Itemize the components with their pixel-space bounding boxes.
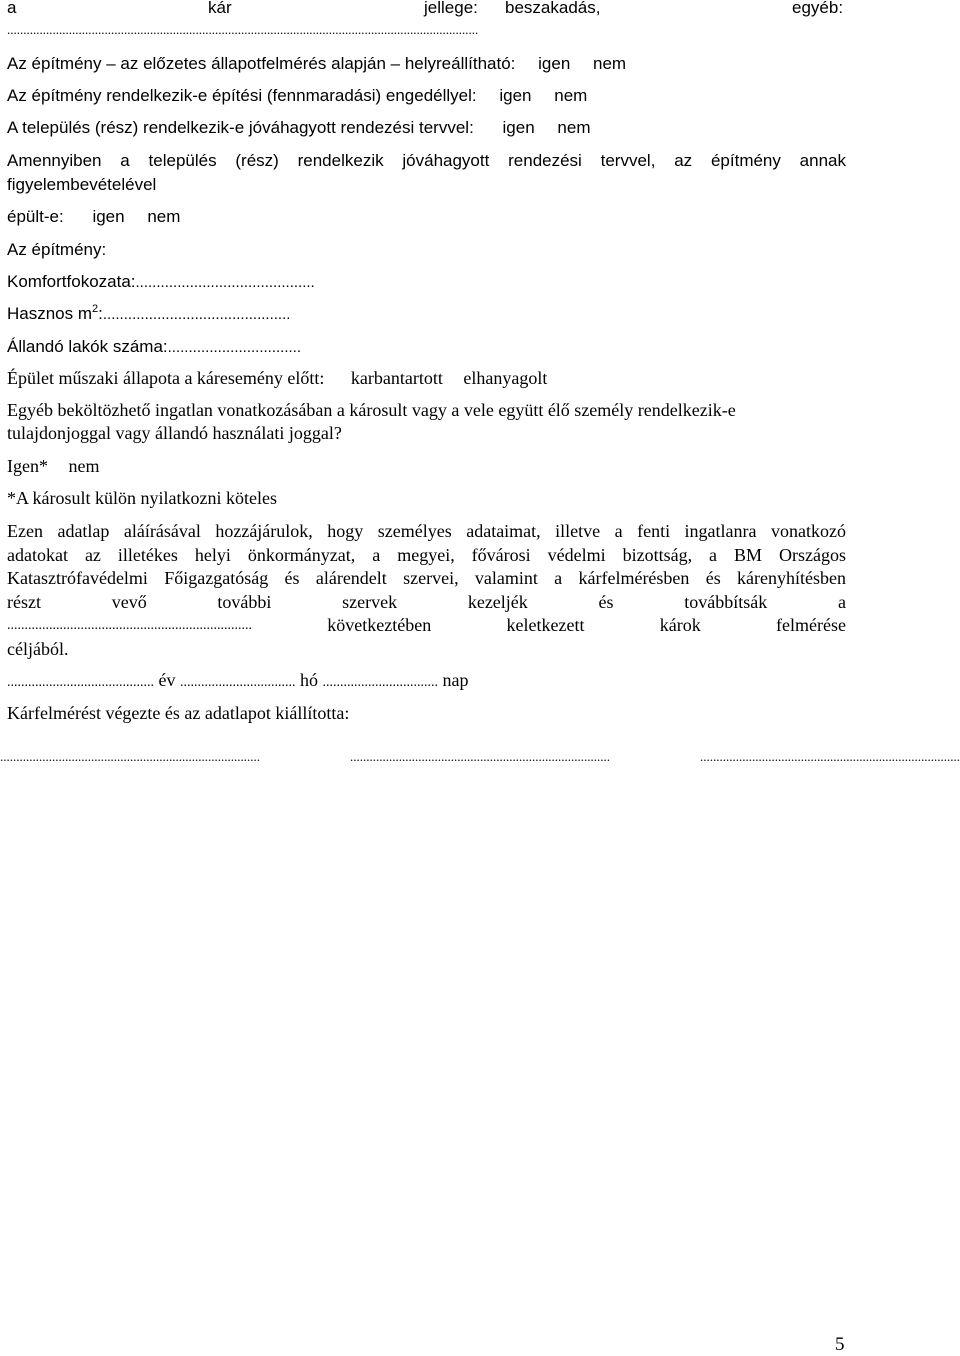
consent-line-2: adatokat az illetékes helyi önkormányzat, a megyei, fővárosi védelmi bizottság, a BM Országos bbox=[7, 544, 846, 565]
field-label: Hasznos m bbox=[7, 304, 93, 323]
field-allando-lakok bbox=[7, 335, 301, 359]
consent-word: a bbox=[837, 591, 846, 612]
field-komfortfokozat bbox=[7, 270, 315, 294]
consent-line-6: céljából. bbox=[7, 638, 69, 659]
consent-line-5 bbox=[7, 614, 846, 638]
consent-word: keletkezett bbox=[506, 615, 585, 635]
question-igen-nem bbox=[7, 455, 99, 478]
field-colon: : bbox=[98, 304, 103, 323]
signature-lines bbox=[0, 745, 960, 768]
year-fill-dots[interactable]: .......................................... bbox=[7, 675, 154, 690]
consent-word: és bbox=[598, 591, 614, 612]
option-karbantartott[interactable]: karbantartott bbox=[350, 368, 443, 388]
option-yes[interactable]: igen bbox=[92, 207, 125, 226]
footnote: *A károsult külön nyilatkozni köteles bbox=[7, 488, 277, 508]
consent-line-1: Ezen adatlap aláírásával hozzájárulok, hogy személyes adataimat, illetve a fenti ingatlanra vonatkozó bbox=[7, 521, 846, 541]
field-fill-dots[interactable]: ................................ bbox=[167, 339, 301, 356]
option-yes[interactable]: Igen* bbox=[7, 456, 48, 476]
question-egyeb-ingatlan-line-1: Egyéb beköltözhető ingatlan vonatkozásában a károsult vagy a vele együtt élő személy rendelkezik-e bbox=[7, 400, 736, 420]
consent-word: következtében bbox=[327, 615, 432, 635]
question-egyeb-ingatlan-line-2: tulajdonjoggal vagy állandó használati joggal? bbox=[7, 423, 342, 443]
superscript-2: 2 bbox=[92, 303, 99, 315]
option-egyeb: egyéb: bbox=[792, 0, 844, 17]
consent-word: szervek bbox=[342, 591, 398, 612]
field-fill-dots[interactable]: ........................................... bbox=[135, 274, 315, 291]
field-fill-dots[interactable]: ............................................. bbox=[102, 306, 291, 323]
option-no[interactable]: nem bbox=[147, 207, 181, 226]
consent-line-3: Katasztrófavédelmi Főigazgatóság és alárendelt szervei, valamint a kárfelmérésben és kárenyhítésben bbox=[7, 568, 846, 588]
option-yes[interactable]: igen bbox=[499, 86, 532, 105]
consent-paragraph bbox=[7, 520, 846, 661]
consent-line-4 bbox=[7, 591, 846, 615]
signature-line-3[interactable]: ................................................................................ bbox=[700, 749, 960, 764]
consent-word: felmérése bbox=[776, 615, 846, 635]
question-label: Épület műszaki állapota a káresemény előtt: bbox=[7, 368, 325, 388]
option-elhanyagolt[interactable]: elhanyagolt bbox=[463, 368, 548, 388]
question-line-2: figyelembevételével bbox=[7, 174, 157, 194]
day-fill-dots[interactable]: ................................. bbox=[322, 675, 438, 690]
label-nap: nap bbox=[442, 670, 469, 690]
question-engedely bbox=[7, 84, 587, 107]
option-no[interactable]: nem bbox=[593, 54, 627, 73]
question-label: A település (rész) rendelkezik-e jóváhagyott rendezési tervvel: bbox=[7, 118, 474, 137]
egyeb-fill-dots: ................................................................................................................................................. bbox=[7, 22, 479, 37]
question-label: Az építmény – az előzetes állapotfelmérés alapján – helyreállítható: bbox=[7, 54, 516, 73]
consent-word: vevő bbox=[111, 591, 147, 612]
question-epult bbox=[7, 205, 180, 228]
option-beszakadas: beszakadás, bbox=[505, 0, 601, 17]
word-a: a bbox=[7, 0, 17, 17]
option-yes[interactable]: igen bbox=[502, 118, 535, 137]
consent-word: károk bbox=[659, 615, 701, 635]
consent-word: kezeljék bbox=[467, 591, 528, 612]
signature-line-2[interactable]: ................................................................................ bbox=[350, 749, 610, 764]
field-label: Komfortfokozata: bbox=[7, 272, 136, 291]
question-label: Az építmény rendelkezik-e építési (fennmaradási) engedéllyel: bbox=[7, 86, 477, 105]
page-number: 5 bbox=[835, 1334, 845, 1355]
question-muszaki-allapot bbox=[7, 367, 547, 390]
month-fill-dots[interactable]: ................................. bbox=[180, 675, 296, 690]
option-yes[interactable]: igen bbox=[538, 54, 571, 73]
option-no[interactable]: nem bbox=[554, 86, 588, 105]
field-label: Állandó lakók száma: bbox=[7, 337, 168, 356]
field-hasznos-terulet bbox=[7, 302, 290, 326]
label-ho: hó bbox=[300, 670, 318, 690]
consent-word: továbbítsák bbox=[684, 591, 768, 612]
signature-line-1[interactable]: ................................................................................ bbox=[0, 749, 260, 764]
question-line-1: Amennyiben a település (rész) rendelkezik jóváhagyott rendezési tervvel, az építmény annak bbox=[7, 151, 846, 170]
word-kar: kár bbox=[208, 0, 232, 17]
label-jellege: jellege: bbox=[424, 0, 478, 17]
question-label: épült-e: bbox=[7, 207, 64, 226]
date-line bbox=[7, 669, 469, 694]
section-heading-epitmeny: Az építmény: bbox=[7, 240, 107, 259]
question-rendezesi-terv bbox=[7, 116, 590, 139]
consent-fill-dots[interactable]: ...................................................................... bbox=[7, 618, 252, 633]
label-ev: év bbox=[158, 670, 176, 690]
consent-word: részt bbox=[7, 591, 41, 612]
question-helyreallithato bbox=[7, 52, 626, 75]
question-figyelembe bbox=[7, 149, 846, 196]
option-no[interactable]: nem bbox=[557, 118, 591, 137]
assessor-label: Kárfelmérést végezte és az adatlapot kiállította: bbox=[7, 703, 350, 723]
option-no[interactable]: nem bbox=[68, 456, 100, 476]
consent-word: további bbox=[217, 591, 272, 612]
